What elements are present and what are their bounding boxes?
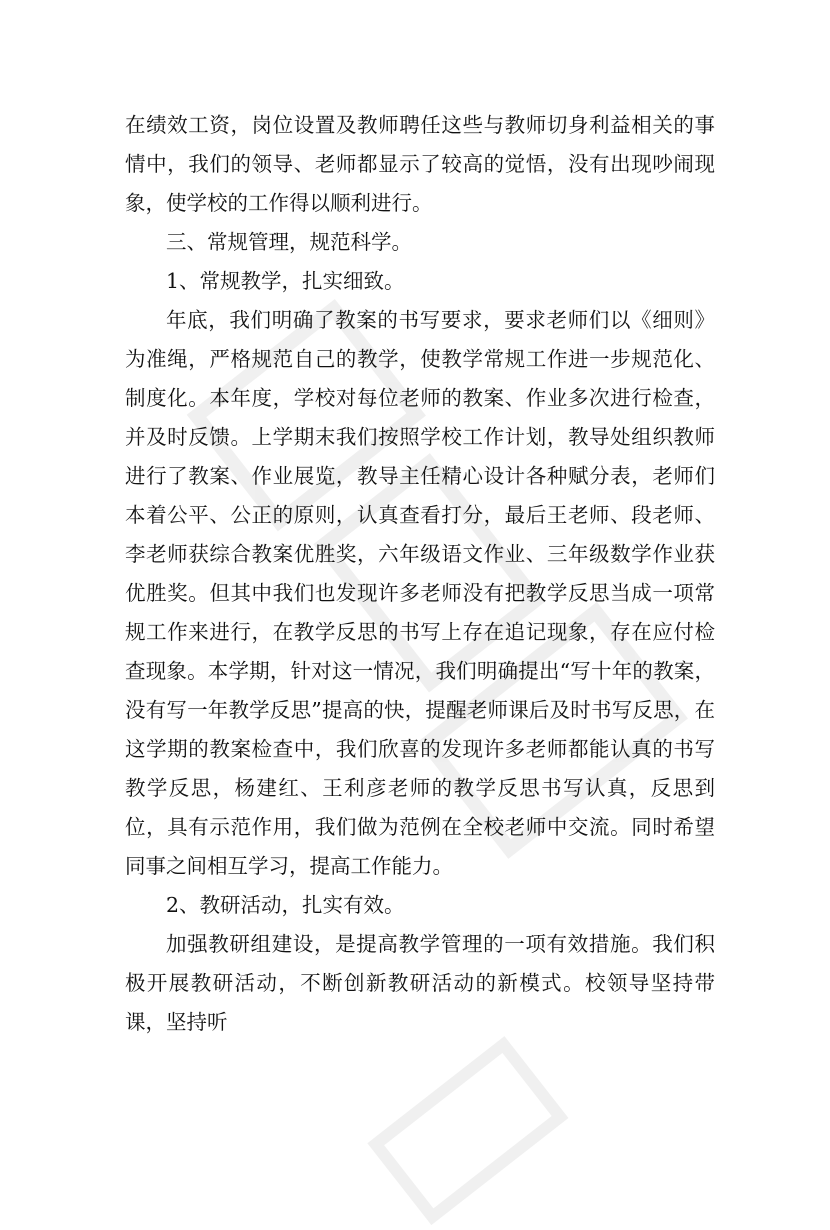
subheading-teaching-research: 2、教研活动，扎实有效。 [166, 893, 405, 917]
document-body [125, 106, 715, 1042]
section-heading-routine-management: 三、常规管理，规范科学。 [166, 230, 412, 254]
watermark-icon [367, 1020, 592, 1230]
paragraph-performance-pay: 在绩效工资，岗位设置及教师聘任这些与教师切身利益相关的事情中，我们的领导、老师都显示了较高的觉悟，没有出现吵闹现象，使学校的工作得以顺利进行。 [125, 113, 715, 215]
paragraph-research-groups: 加强教研组建设，是提高教学管理的一项有效措施。我们积极开展教研活动，不断创新教研活动的新模式。校领导坚持带课，坚持听 [125, 932, 715, 1034]
subheading-routine-teaching: 1、常规教学，扎实细致。 [166, 269, 405, 293]
paragraph-lesson-plans: 年底，我们明确了教案的书写要求，要求老师们以《细则》为准绳，严格规范自己的教学，使教学常规工作进一步规范化、制度化。本年度，学校对每位老师的教案、作业多次进行检查，并及时反馈。上学期末我们按照学校工作计划，教导处组织教师进行了教案、作业展览，教导主任精心设计各种赋分表，老师们本着公平、公正的原则，认真查看打分，最后王老师、段老师、李老师获综合教案优胜奖，六年级语文作业、三年级数学作业获优胜奖。但其中我们也发现许多老师没有把教学反思当成一项常规工作来进行，在教学反思的书写上存在追记现象，存在应付检查现象。本学期，针对这一情况，我们明确提出“写十年的教案，没有写一年教学反思”提高的快，提醒老师课后及时书写反思，在这学期的教案检查中，我们欣喜的发现许多老师都能认真的书写教学反思，杨建红、王利彦老师的教学反思书写认真，反思到位，具有示范作用，我们做为范例在全校老师中交流。同时希望同事之间相互学习，提高工作能力。 [125, 308, 715, 878]
